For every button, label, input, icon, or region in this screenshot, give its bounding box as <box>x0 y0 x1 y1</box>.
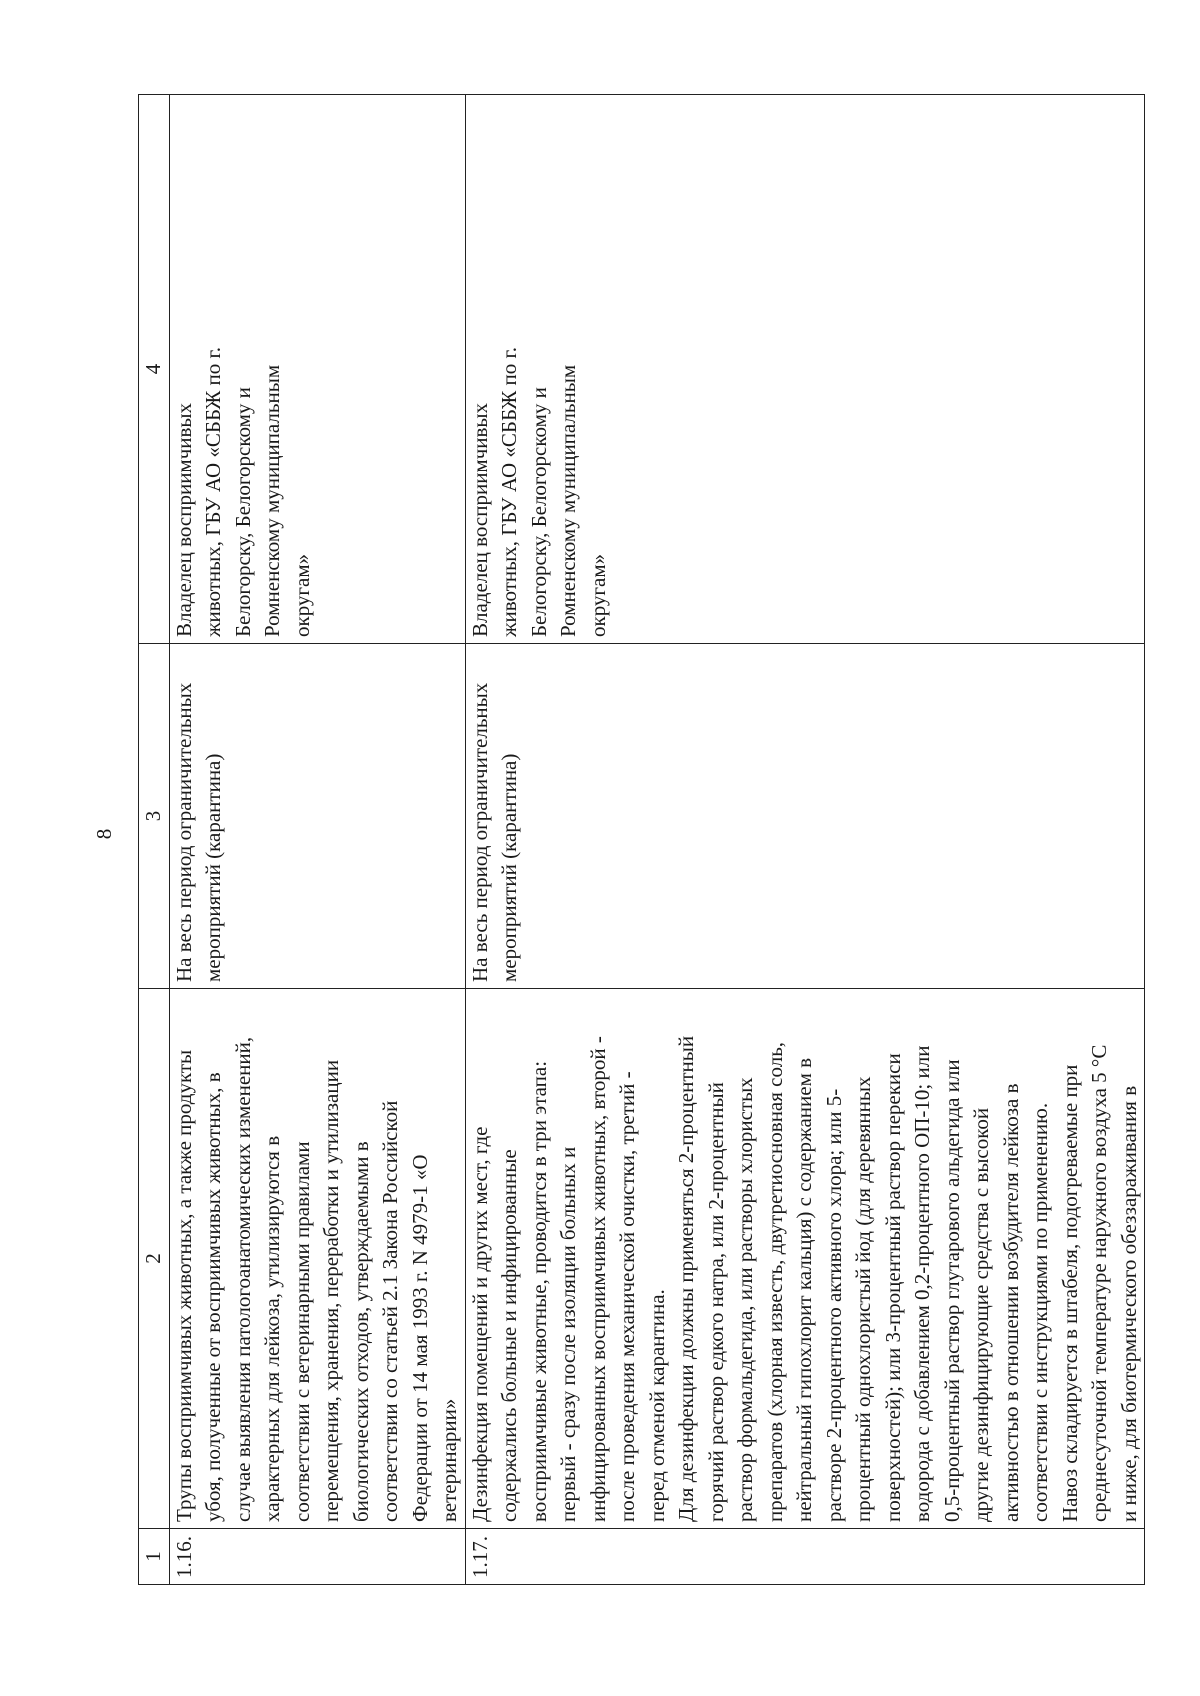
term-cell <box>169 644 465 989</box>
measure-line: случае выявления патологоанатомических изменений, <box>230 1036 255 1522</box>
row-number-cell: 1.16. <box>169 1529 465 1585</box>
measure-line: Для дезинфекции должны применяться 2-процентный <box>674 1035 698 1522</box>
measure-line: препаратов (хлорная известь, двутретиосновная соль, <box>762 1041 787 1522</box>
measure-line: водорода с добавлением 0,2-процентного ОП-10; или <box>910 1045 934 1522</box>
measure-line: Федерации от 14 мая 1993 г. N 4979-1 «О <box>407 1154 432 1522</box>
table-header-row <box>139 95 170 1585</box>
responsible-line: округам» <box>289 553 314 637</box>
measure-line: соответствии со статьей 2.1 Закона Российской <box>378 1100 402 1522</box>
term-cell <box>465 644 1145 989</box>
column-header-responsible: 4 <box>139 95 170 644</box>
measure-line: восприимчивые животные, проводится в три этапа: <box>526 1060 551 1522</box>
measure-line: характерных для лейкоза, утилизируются в <box>260 1135 284 1522</box>
measure-line: процентный однохлористый йод (для деревянных <box>851 1076 875 1522</box>
measure-line: убоя, полученные от восприимчивых животных, в <box>201 1072 225 1522</box>
responsible-line: животных, ГБУ АО «СББЖ по г. <box>497 346 521 637</box>
responsible-line: Владелец восприимчивых <box>467 402 492 637</box>
measure-line: соответствии с ветеринарными правилами <box>289 1141 314 1522</box>
measure-line: перед отменой карантина. <box>644 1289 669 1522</box>
column-header-measure: 2 <box>139 989 170 1529</box>
measure-line: Дезинфекция помещений и других мест, где <box>467 1126 492 1522</box>
measure-line: нейтральный гипохлорит кальция) с содержанием в <box>792 1057 816 1522</box>
responsible-line: животных, ГБУ АО «СББЖ по г. <box>201 346 225 637</box>
measure-line: ветеринарии» <box>437 1398 461 1522</box>
measure-line: поверхностей); или 3-процентный раствор перекиси <box>880 1053 905 1522</box>
measure-line: другие дезинфицирующие средства с высокой <box>969 1107 993 1522</box>
table-row <box>169 95 465 1585</box>
term-line: На весь период ограничительных <box>467 682 492 982</box>
table-row <box>465 95 1145 1585</box>
measure-line: горячий раствор едкого натра, или 2-процентный <box>703 1082 728 1522</box>
measure-line: содержались больные и инфицированные <box>497 1149 521 1522</box>
measure-line: соответствии с инструкциями по применению. <box>1028 1102 1052 1522</box>
measure-line: раствор формальдегида, или растворы хлористых <box>733 1077 757 1522</box>
measure-line: перемещения, хранения, переработки и утилизации <box>319 1059 343 1522</box>
measures-table <box>138 94 1145 1585</box>
measure-line: Трупы восприимчивых животных, а также продукты <box>171 1049 196 1522</box>
measure-line: первый - сразу после изоляции больных и <box>556 1146 580 1522</box>
measure-line: биологических отходов, утверждаемыми в <box>348 1141 373 1522</box>
measure-line: после проведения механической очистки, третий - <box>615 1071 639 1522</box>
measure-line: 0,5-процентный раствор глутарового альдегида или <box>939 1059 964 1522</box>
term-line: На весь период ограничительных <box>171 682 196 982</box>
responsible-line: Белогорску, Белогорскому и <box>526 387 551 637</box>
responsible-cell <box>169 95 465 644</box>
measure-line: среднесуточной температуре наружного воздуха 5 °С <box>1087 1044 1111 1522</box>
measure-cell <box>169 989 465 1529</box>
responsible-line: Ромненскому муниципальным <box>556 364 580 637</box>
responsible-line: Белогорску, Белогорскому и <box>230 387 255 637</box>
responsible-line: округам» <box>585 553 610 637</box>
measure-line: активностью в отношении возбудителя лейкоза в <box>998 1083 1023 1522</box>
measure-cell <box>465 989 1145 1529</box>
column-header-term: 3 <box>139 644 170 989</box>
term-line: мероприятий (карантина) <box>497 753 521 982</box>
row-number-cell: 1.17. <box>465 1529 1145 1585</box>
measure-line: Навоз складируется в штабеля, подогреваемые при <box>1057 1064 1082 1522</box>
column-header-number: 1 <box>139 1529 170 1585</box>
measure-line: растворе 2-процентного активного хлора; или 5- <box>821 1088 846 1522</box>
responsible-line: Владелец восприимчивых <box>171 402 196 637</box>
page-number: 8 <box>92 828 116 840</box>
responsible-line: Ромненскому муниципальным <box>260 364 284 637</box>
measure-line: инфицированных восприимчивых животных, второй - <box>585 1036 610 1522</box>
measure-line: и ниже, для биотермического обеззараживания в <box>1116 1085 1141 1522</box>
term-line: мероприятий (карантина) <box>201 753 225 982</box>
responsible-cell <box>465 95 1145 644</box>
rotated-table-container <box>138 95 1141 1585</box>
